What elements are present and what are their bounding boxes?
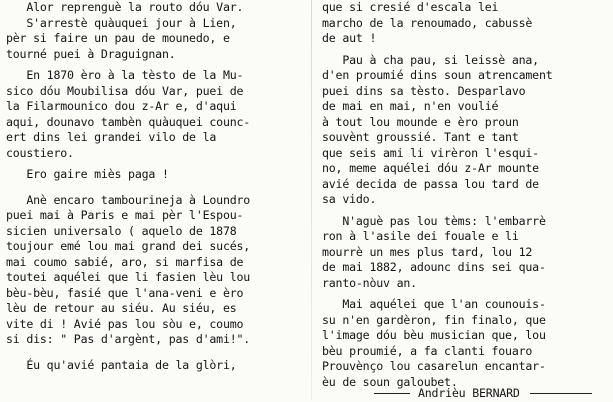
text-line: de mai 1882, adounc dins sei qua-: [322, 260, 546, 274]
text-line: sicien universalo ( aquelo de 1878: [6, 223, 237, 238]
paragraph-gap: [6, 348, 306, 358]
text-line: ert dins lei grandei vilo de la: [6, 130, 217, 144]
text-line: tourné puei à Draguignan.: [6, 46, 176, 61]
text-line: aqui, dounavo tambèn quàuquei counc-: [6, 114, 251, 129]
text-line: si dis: " Pas d'argènt, pas d'ami!".: [6, 332, 251, 346]
right-text-column: [322, 0, 613, 400]
text-line: sa vido.: [322, 192, 377, 206]
text-line: N'aguè pas lou tèms: l'embarrè: [322, 213, 546, 228]
text-line: de aut !: [322, 31, 377, 45]
text-line: no, meme aquélei dóu z-Ar mounte: [322, 161, 539, 175]
text-line: marcho de la renoumado, cabussè: [322, 15, 533, 30]
text-line: Alor reprenguè la routo dóu Var.: [6, 0, 244, 14]
signature-rule-right: [530, 393, 592, 394]
text-line: que si cresié d'escala lei: [322, 0, 499, 14]
text-line: de mai en mai, n'en voulié: [322, 99, 499, 113]
text-line: mai coumo sabié, aro, si marfisa de: [6, 254, 244, 269]
text-line: toujour emé lou mai grand dei sucés,: [6, 239, 251, 253]
text-line: d'en proumié dins soun atrencament: [322, 68, 553, 82]
text-line: ron à l'asile dei fouale e li: [322, 229, 519, 243]
text-line: lèu de retour au siéu. Au siéu, es: [6, 301, 237, 315]
text-line: coustiero.: [6, 145, 74, 160]
text-line: pèr si faire un pau de mounedo, e: [6, 31, 230, 45]
author-signature-line: [322, 386, 613, 402]
text-line: èu de soun galoubet.: [322, 374, 458, 389]
text-line: Mai aquélei que l'an counouis-: [322, 297, 546, 311]
text-line: bèu proumié, a fa clanti fouaro: [322, 343, 533, 358]
left-text-column: [6, 0, 306, 400]
text-line: toutei aquélei que li fasien lèu lou: [6, 270, 251, 284]
text-line: ranto-nòuv an.: [322, 275, 417, 290]
text-line: puei mai à Paris e mai pèr l'Espou-: [6, 208, 244, 222]
text-line: S'arrestè quàuquei jour à Lien,: [6, 15, 237, 30]
paragraph-gap: [6, 183, 306, 193]
text-line: que seis ami li virèron l'esqui-: [322, 145, 539, 160]
text-line: Ero gaire miès paga !: [6, 167, 169, 181]
text-line: l'image dóu bèu musician que, lou: [322, 328, 546, 342]
text-line: à tout lou mounde e èro proun: [322, 114, 519, 129]
text-line: Pau à cha pau, si leissè ana,: [322, 52, 539, 67]
text-line: Prouvènço lou casarelun encantar-: [322, 359, 546, 373]
text-line: bèu-bèu, fasié que l'ana-veni e èro: [6, 285, 244, 300]
signature-rule-left: [374, 393, 410, 394]
text-line: En 1870 èro à la tèsto de la Mu-: [6, 68, 244, 82]
text-line: avié decida de passa lou tard de: [322, 176, 539, 191]
text-line: souvènt groussié. Tant e tant: [322, 130, 519, 144]
text-line: su n'en gardèron, fin finalo, que: [322, 312, 546, 327]
text-line: la Filarmounico dou z-Ar e, d'aqui: [6, 99, 237, 113]
text-line: Anè encaro tambourineja à Loundro: [6, 192, 251, 207]
column-divider: [311, 0, 312, 400]
text-line: mourrè un mes plus tard, lou 12: [322, 244, 533, 259]
text-line: puei dins sa tèsto. Desparlavo: [322, 83, 526, 98]
text-line: sico dóu Moubilisa dóu Var, puei de: [6, 83, 244, 98]
text-line: vite di ! Avié pas lou sòu e, coumo: [6, 316, 244, 331]
text-line: Éu qu'avié pantaia de la glòri,: [6, 357, 237, 372]
author-signature: Andrièu BERNARD: [418, 386, 520, 400]
